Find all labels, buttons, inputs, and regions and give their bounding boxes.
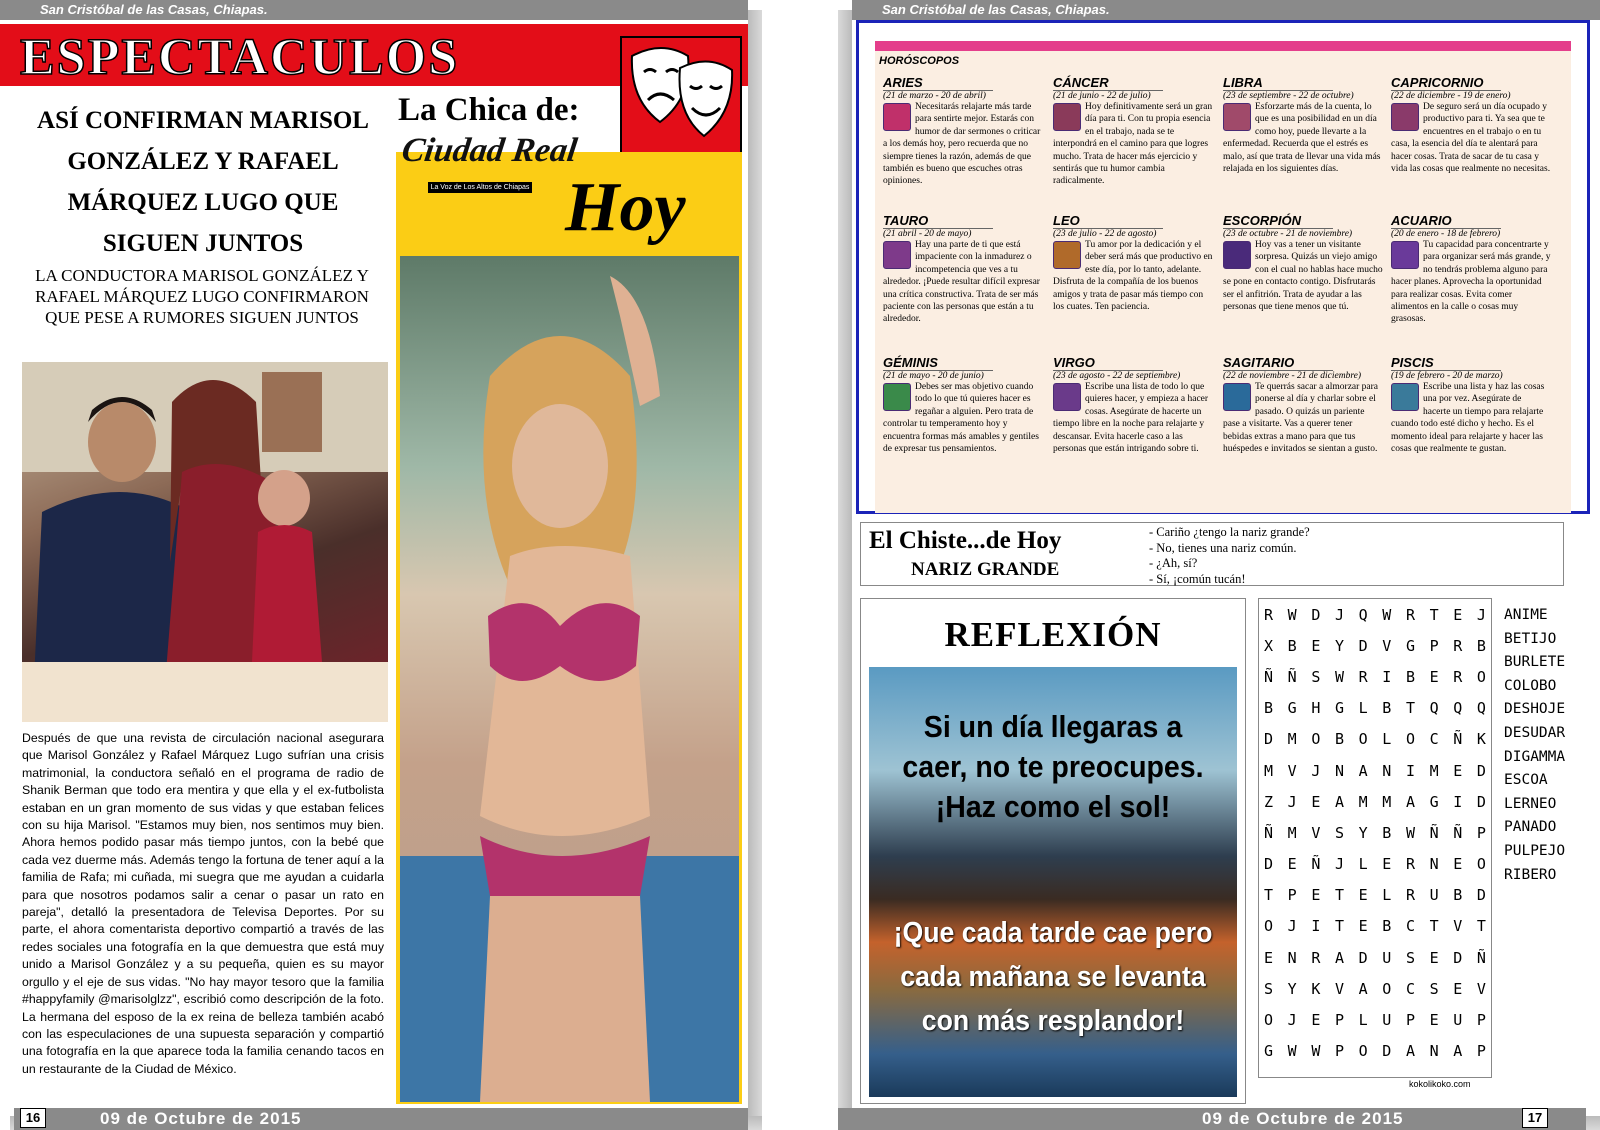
- grid-letter: O: [1476, 855, 1486, 874]
- grid-letter: N: [1382, 761, 1392, 780]
- chica-tagline: La Voz de Los Altos de Chiapas: [428, 182, 532, 193]
- horoscope-sign: [1391, 213, 1551, 326]
- reflection-line: ¡Que cada tarde cae pero: [893, 917, 1213, 949]
- grid-letter: O: [1264, 917, 1274, 936]
- grid-letter: E: [1311, 636, 1321, 655]
- grid-letter: P: [1334, 1042, 1344, 1061]
- horoscope-sign: [1223, 355, 1383, 455]
- grid-letter: W: [1405, 823, 1415, 842]
- joke-line: - Sí, ¡común tucán!: [1149, 571, 1246, 586]
- horoscope-panel: [875, 41, 1571, 513]
- grid-letter: T: [1264, 886, 1274, 905]
- reflection-line: caer, no te preocupes.: [902, 749, 1204, 784]
- grid-letter: Q: [1358, 605, 1368, 624]
- grid-letter: S: [1429, 979, 1439, 998]
- grid-row: [1259, 755, 1491, 786]
- chica-hoy: Hoy: [565, 169, 686, 246]
- joke-subtitle: NARIZ GRANDE: [911, 559, 1060, 580]
- sign-text: Hoy vas a tener un visitante sorpresa. Quizás un viejo amigo con el cual no hablas hace mucho se pone en contacto contigo. Disfrutarás ser el anfitrión. Trata de ayudar a las personas que tiene menos que tú.: [1223, 240, 1383, 313]
- grid-letter: E: [1453, 979, 1463, 998]
- grid-letter: S: [1264, 979, 1274, 998]
- grid-letter: Y: [1287, 979, 1297, 998]
- grid-letter: E: [1358, 886, 1368, 905]
- sign-dates: (21 de junio - 22 de julio): [1053, 91, 1151, 101]
- grid-letter: P: [1287, 886, 1297, 905]
- zodiac-icon: [1223, 103, 1251, 131]
- reflection-text-top: [884, 707, 1223, 827]
- grid-letter: E: [1429, 667, 1439, 686]
- grid-letter: M: [1264, 761, 1274, 780]
- page-footer: [14, 1108, 748, 1130]
- word-list-item: ANIME: [1504, 607, 1548, 623]
- grid-letter: V: [1453, 917, 1463, 936]
- word-list-item: DESHOJE: [1504, 701, 1566, 718]
- grid-letter: D: [1476, 886, 1486, 905]
- grid-letter: Ñ: [1476, 948, 1486, 967]
- article-subhead: LA CONDUCTORA MARISOL GONZÁLEZ Y RAFAEL MÁRQUEZ LUGO CONFIRMARON QUE PESE A RUMORES SIGUEN JUNTOS: [35, 266, 369, 327]
- grid-letter: B: [1287, 636, 1297, 655]
- grid-letter: V: [1476, 979, 1486, 998]
- grid-letter: O: [1476, 667, 1486, 686]
- grid-letter: L: [1358, 1011, 1368, 1030]
- page-footer: [838, 1108, 1586, 1130]
- horoscope-sign: [1223, 213, 1383, 313]
- grid-letter: W: [1334, 667, 1344, 686]
- word-list-item: ESCOA: [1504, 772, 1548, 789]
- grid-letter: J: [1334, 855, 1344, 874]
- grid-letter: T: [1429, 605, 1439, 624]
- reflection-line: cada mañana se levanta: [900, 961, 1206, 993]
- sign-text: Debes ser mas objetivo cuando todo lo que tú quieres hacer es regañar a alguien. Pero trata de controlar tu temperamento hoy y encuentra formas más amables y gentiles de expresar tus pensamientos.: [883, 382, 1039, 455]
- sign-text: Hay una parte de ti que está impaciente con la inmadurez o incompetencia que ves a tu alrededor. ¡Puede resultar difícil expresar una crítica constructiva. Trata de ser más paciente con las personas que están a tu alrededor.: [883, 240, 1040, 325]
- grid-letter: O: [1382, 979, 1392, 998]
- horoscope-sign: [1391, 355, 1551, 455]
- zodiac-icon: [883, 383, 911, 411]
- grid-letter: D: [1264, 855, 1274, 874]
- grid-letter: E: [1358, 917, 1368, 936]
- grid-letter: W: [1287, 1042, 1297, 1061]
- grid-letter: E: [1382, 855, 1392, 874]
- sign-text: Esforzarte más de la cuenta, lo que es una posibilidad en un día como hoy, puede llevarte a la enfermedad. Recuerda que el estrés es malo, así que trata de llevar una vida más relajada en los siguientes días.: [1223, 102, 1381, 175]
- grid-letter: P: [1405, 1011, 1415, 1030]
- sign-dates: (23 de septiembre - 22 de octubre): [1223, 91, 1354, 101]
- grid-letter: B: [1382, 823, 1392, 842]
- grid-letter: P: [1429, 636, 1439, 655]
- grid-letter: N: [1287, 948, 1297, 967]
- reflection-line: ¡Haz como el sol!: [935, 789, 1171, 824]
- grid-letter: M: [1429, 761, 1439, 780]
- grid-letter: M: [1287, 730, 1297, 749]
- grid-letter: C: [1405, 917, 1415, 936]
- grid-letter: B: [1264, 699, 1274, 718]
- grid-letter: A: [1358, 979, 1368, 998]
- grid-letter: O: [1264, 1011, 1274, 1030]
- grid-letter: P: [1476, 823, 1486, 842]
- grid-row: [1259, 1036, 1491, 1067]
- page-edge: [838, 10, 852, 1116]
- sign-name: GÉMINIS: [883, 355, 993, 371]
- grid-letter: L: [1358, 855, 1368, 874]
- reflection-box: [860, 598, 1246, 1104]
- grid-row: [1259, 786, 1491, 817]
- sign-text: Necesitarás relajarte más tarde para sentirte mejor. Estarás con humor de dar sermones o criticar a los demás hoy, pero recuerda que no siempre tienes la razón, además de que también es bueno que escuches otras opiniones.: [883, 102, 1041, 187]
- grid-letter: W: [1382, 605, 1392, 624]
- sign-name: TAURO: [883, 213, 993, 229]
- grid-letter: J: [1287, 792, 1297, 811]
- grid-letter: Y: [1358, 823, 1368, 842]
- sign-text: Escribe una lista y haz las cosas una por vez. Asegúrate de hacerte un tiempo para relajarte cuando todo esté dicho y hecho. Es el momento ideal para relajarte y hacer las cosas que realmente te gustan.: [1391, 382, 1545, 455]
- horoscope-sign: [883, 213, 1043, 326]
- joke-line: - Cariño ¿tengo la nariz grande?: [1149, 525, 1310, 539]
- word-list-item: BURLETE: [1504, 654, 1566, 671]
- grid-letter: S: [1334, 823, 1344, 842]
- word-search-grid: [1258, 598, 1492, 1078]
- zodiac-icon: [1391, 241, 1419, 269]
- grid-letter: I: [1405, 761, 1415, 780]
- reflection-line: con más resplandor!: [921, 1005, 1185, 1037]
- sign-name: SAGITARIO: [1223, 355, 1333, 371]
- grid-letter: E: [1453, 761, 1463, 780]
- sign-text: De seguro será un día ocupado y productivo para ti. Ya sea que te encuentres en el trabajo o en tu casa, la esencia del día te alentará para hacer cosas. Trata de sacar de tu casa y vida las cosas que realmente no necesitas.: [1391, 102, 1551, 175]
- grid-letter: T: [1476, 917, 1486, 936]
- sign-dates: (21 abril - 20 de mayo): [883, 229, 972, 239]
- horoscope-sign: [1053, 213, 1213, 313]
- grid-row: [1259, 942, 1491, 973]
- grid-letter: U: [1453, 1011, 1463, 1030]
- sign-name: ESCORPIÓN: [1223, 213, 1333, 229]
- chica-title: La Chica de:: [398, 92, 580, 128]
- grid-letter: D: [1382, 1042, 1392, 1061]
- grid-letter: R: [1264, 605, 1274, 624]
- grid-letter: E: [1311, 886, 1321, 905]
- zodiac-icon: [1391, 383, 1419, 411]
- grid-letter: V: [1287, 761, 1297, 780]
- grid-letter: Ñ: [1264, 667, 1274, 686]
- grid-letter: G: [1287, 699, 1297, 718]
- footer-date: 09 de Octubre de 2015: [100, 1109, 302, 1128]
- grid-letter: R: [1405, 605, 1415, 624]
- sign-name: CÁNCER: [1053, 75, 1163, 91]
- grid-letter: V: [1311, 823, 1321, 842]
- zodiac-icon: [1223, 241, 1251, 269]
- location-header: San Cristóbal de las Casas, Chiapas.: [0, 0, 748, 20]
- zodiac-icon: [883, 241, 911, 269]
- zodiac-icon: [1053, 103, 1081, 131]
- grid-row: [1259, 724, 1491, 755]
- grid-letter: T: [1405, 699, 1415, 718]
- grid-letter: D: [1476, 792, 1486, 811]
- article-body: Después de que una revista de circulación nacional asegurara que Marisol González y Rafael Márquez Lugo sufrían una crisis matrimonial, la conductora señaló en el programa de radio de Shanik Berman que todo era mentira y que ella y el ex-futbolista estaban en un gran momento de sus vidas y que estaban felices con su hija Marisol. "Estamos muy bien, nos sentimos muy bien. Ahora hemos podido pasar más tiempo juntos, con la bebé que cada vez duerme más. Además tengo la fortuna de tener aquí a la familia de Rafa; mi cuñada, mi suegra que me ayudan a cuidarla para que nosotros podamos salir a cenar o pasar un rato en pareja", detalló la presentadora de Televisa Deportes. Por su parte, el ahora comentarista deportivo compartió a través de las redes sociales una fotografía en la que demuestra que está muy unido a Marisol González y a su pequeña, quien es su mayor orgullo y el eje de sus vidas. "No hay mayor tesoro que la familia #happyfamily @marisolglzz", escribió como descripción de la foto. La hermana del esposo de la ex reina de belleza también acabó con las especulaciones de una supuesta separación y compartió una fotografía en la que aparece toda la familia cenando tacos en un restaurante de la Ciudad de México.: [22, 731, 384, 1076]
- grid-letter: M: [1287, 823, 1297, 842]
- horoscope-box: [856, 20, 1590, 514]
- sign-text: Escribe una lista de todo lo que quieres hacer, y empieza a hacer cosas. Asegúrate de hacerte un tiempo libre en la noche para relajarte y descansar. Evita hacerle caso a las personas que están intrigando sobre ti.: [1053, 382, 1209, 455]
- grid-letter: G: [1405, 636, 1415, 655]
- page-number: 16: [20, 1108, 46, 1128]
- word-list-item: DESUDAR: [1504, 724, 1566, 741]
- grid-letter: J: [1287, 1011, 1297, 1030]
- grid-letter: B: [1382, 917, 1392, 936]
- right-page: [838, 0, 1600, 1130]
- word-list-item: DIGAMMA: [1504, 748, 1566, 765]
- grid-letter: E: [1287, 855, 1297, 874]
- grid-row: [1259, 599, 1491, 630]
- sign-name: VIRGO: [1053, 355, 1163, 371]
- grid-letter: Y: [1334, 636, 1344, 655]
- grid-letter: A: [1405, 1042, 1415, 1061]
- zodiac-icon: [1053, 383, 1081, 411]
- grid-letter: E: [1429, 948, 1439, 967]
- grid-letter: D: [1476, 761, 1486, 780]
- grid-row: [1259, 630, 1491, 661]
- word-list-item: COLOBO: [1504, 677, 1557, 694]
- sign-dates: (22 de noviembre - 21 de diciembre): [1223, 371, 1362, 381]
- grid-letter: Ñ: [1287, 667, 1297, 686]
- grid-letter: R: [1405, 855, 1415, 874]
- grid-letter: U: [1382, 1011, 1392, 1030]
- page-number: 17: [1522, 1108, 1548, 1128]
- sign-dates: (23 de julio - 22 de agosto): [1053, 229, 1157, 239]
- word-list-item: LERNEO: [1504, 795, 1557, 812]
- grid-letter: J: [1334, 605, 1344, 624]
- credit: kokolikoko.com: [1409, 1079, 1471, 1089]
- grid-letter: S: [1311, 667, 1321, 686]
- grid-letter: K: [1476, 730, 1486, 749]
- grid-letter: L: [1358, 699, 1368, 718]
- grid-letter: O: [1311, 730, 1321, 749]
- grid-letter: A: [1334, 948, 1344, 967]
- grid-letter: P: [1476, 1011, 1486, 1030]
- sign-text: Te querrás sacar a almorzar para ponerse al día y charlar sobre el pasado. O quizás un pariente pase a visitarte. Vas a querer tener bebidas extras a mano para que tus huéspedes e invitados se sientan a gusto.: [1223, 382, 1379, 455]
- word-list-item: RIBERO: [1504, 866, 1557, 883]
- grid-letter: O: [1358, 730, 1368, 749]
- sign-dates: (19 de febrero - 20 de marzo): [1391, 371, 1503, 381]
- grid-letter: C: [1405, 979, 1415, 998]
- grid-letter: Ñ: [1311, 855, 1321, 874]
- location-header: San Cristóbal de las Casas, Chiapas.: [852, 0, 1600, 20]
- chica-brand: Ciudad Real: [399, 132, 580, 169]
- grid-row: [1259, 817, 1491, 848]
- grid-letter: Ñ: [1453, 823, 1463, 842]
- grid-letter: B: [1334, 730, 1344, 749]
- grid-letter: Ñ: [1264, 823, 1274, 842]
- joke-line: - ¿Ah, sí?: [1149, 556, 1198, 570]
- grid-letter: R: [1311, 948, 1321, 967]
- grid-letter: R: [1453, 636, 1463, 655]
- section-title: ESPECTACULOS: [20, 29, 460, 86]
- grid-letter: T: [1429, 917, 1439, 936]
- grid-letter: V: [1334, 979, 1344, 998]
- grid-letter: E: [1264, 948, 1274, 967]
- grid-letter: J: [1476, 605, 1486, 624]
- reflection-line: Si un día llegaras a: [923, 709, 1183, 744]
- grid-letter: N: [1429, 855, 1439, 874]
- grid-letter: R: [1358, 667, 1368, 686]
- horoscope-sign: [1053, 355, 1213, 455]
- horoscope-sign: [883, 75, 1043, 188]
- grid-letter: X: [1264, 636, 1274, 655]
- article-headline: ASÍ CONFIRMAN MARISOL GONZÁLEZ Y RAFAEL MÁRQUEZ LUGO QUE SIGUEN JUNTOS: [37, 107, 369, 257]
- sign-dates: (23 de octubre - 21 de noviembre): [1223, 229, 1353, 239]
- grid-letter: A: [1453, 1042, 1463, 1061]
- grid-letter: A: [1358, 761, 1368, 780]
- zodiac-icon: [883, 103, 911, 131]
- grid-letter: T: [1334, 886, 1344, 905]
- sign-name: CAPRICORNIO: [1391, 75, 1501, 91]
- word-list: [1504, 604, 1565, 887]
- grid-letter: L: [1382, 886, 1392, 905]
- grid-letter: U: [1382, 948, 1392, 967]
- sign-dates: (22 de diciembre - 19 de enero): [1391, 91, 1511, 101]
- zodiac-icon: [1223, 383, 1251, 411]
- grid-letter: W: [1311, 1042, 1321, 1061]
- sign-dates: (21 de mayo - 20 de junio): [883, 371, 984, 381]
- grid-letter: S: [1405, 948, 1415, 967]
- grid-row: [1259, 911, 1491, 942]
- grid-letter: Q: [1476, 699, 1486, 718]
- grid-letter: E: [1453, 605, 1463, 624]
- grid-letter: B: [1453, 886, 1463, 905]
- grid-letter: N: [1429, 1042, 1439, 1061]
- word-list-item: PANADO: [1504, 819, 1557, 836]
- grid-row: [1259, 849, 1491, 880]
- grid-letter: B: [1476, 636, 1486, 655]
- grid-row: [1259, 1004, 1491, 1035]
- theater-masks-icon: [620, 36, 742, 156]
- page-edge: [748, 10, 762, 1116]
- family-photo: [22, 362, 388, 722]
- grid-letter: M: [1358, 792, 1368, 811]
- grid-letter: J: [1287, 917, 1297, 936]
- grid-letter: Ñ: [1453, 730, 1463, 749]
- joke-title: El Chiste...de Hoy: [869, 527, 1062, 554]
- grid-letter: P: [1476, 1042, 1486, 1061]
- grid-letter: V: [1382, 636, 1392, 655]
- grid-letter: R: [1453, 667, 1463, 686]
- grid-letter: J: [1311, 761, 1321, 780]
- grid-letter: G: [1264, 1042, 1274, 1061]
- grid-letter: I: [1311, 917, 1321, 936]
- left-page: [0, 0, 762, 1130]
- grid-letter: D: [1358, 948, 1368, 967]
- grid-letter: E: [1311, 1011, 1321, 1030]
- grid-letter: I: [1453, 792, 1463, 811]
- grid-letter: R: [1405, 886, 1415, 905]
- grid-letter: B: [1382, 699, 1392, 718]
- zodiac-icon: [1391, 103, 1419, 131]
- grid-letter: U: [1429, 886, 1439, 905]
- grid-row: [1259, 880, 1491, 911]
- grid-letter: K: [1311, 979, 1321, 998]
- zodiac-icon: [1053, 241, 1081, 269]
- joke-box: [860, 522, 1564, 586]
- horoscope-sign: [883, 355, 1043, 455]
- grid-letter: D: [1311, 605, 1321, 624]
- horoscope-sign: [1053, 75, 1213, 188]
- grid-letter: O: [1405, 730, 1415, 749]
- grid-letter: G: [1429, 792, 1439, 811]
- word-list-item: PULPEJO: [1504, 842, 1566, 859]
- horoscope-sign: [1223, 75, 1383, 175]
- footer-date: 09 de Octubre de 2015: [1202, 1109, 1404, 1128]
- grid-row: [1259, 973, 1491, 1004]
- grid-letter: Q: [1429, 699, 1439, 718]
- grid-letter: D: [1453, 948, 1463, 967]
- sign-name: LEO: [1053, 213, 1163, 229]
- word-list-item: BETIJO: [1504, 630, 1557, 647]
- sign-name: LIBRA: [1223, 75, 1333, 91]
- grid-letter: B: [1405, 667, 1415, 686]
- grid-letter: I: [1382, 667, 1392, 686]
- sign-name: ACUARIO: [1391, 213, 1501, 229]
- sign-name: PISCIS: [1391, 355, 1501, 371]
- sign-dates: (23 de agosto - 22 de septiembre): [1053, 371, 1181, 381]
- joke-lines: [1149, 525, 1310, 587]
- joke-line: - No, tienes una nariz común.: [1149, 540, 1297, 555]
- sign-text: Hoy definitivamente será un gran día para ti. Con tu propia esencia en el trabajo, nada se te interpondrá en el camino para que logres mucho. Trata de hacer más ejercicio y sentirás que tu humor cambia radicalmente.: [1053, 102, 1213, 187]
- sign-text: Tu capacidad para concentrarte y para organizar será más grande, y no tendrás problema alguno para hacer planes. Aprovecha la oportunidad para realizar cosas. Evita comer alimentos en la calle o cosas muy grasosas.: [1391, 240, 1551, 325]
- sign-dates: (20 de enero - 18 de febrero): [1391, 229, 1501, 239]
- grid-letter: A: [1405, 792, 1415, 811]
- reflection-text-bottom: [884, 911, 1223, 1043]
- grid-letter: E: [1453, 855, 1463, 874]
- grid-letter: Z: [1264, 792, 1274, 811]
- grid-letter: Ñ: [1429, 823, 1439, 842]
- grid-letter: T: [1334, 917, 1344, 936]
- grid-letter: W: [1287, 605, 1297, 624]
- grid-letter: E: [1429, 1011, 1439, 1030]
- grid-letter: E: [1311, 792, 1321, 811]
- grid-letter: D: [1358, 636, 1368, 655]
- grid-letter: G: [1334, 699, 1344, 718]
- grid-row: [1259, 661, 1491, 692]
- grid-letter: P: [1334, 1011, 1344, 1030]
- grid-letter: O: [1358, 1042, 1368, 1061]
- horoscope-sign: [1391, 75, 1551, 175]
- sign-text: Tu amor por la dedicación y el deber será más que productivo en este día, por lo tanto, adelante. Disfruta de la compañía de los buenos amigos y trata de pasar más tiempo con los cuates. Ten paciencia.: [1053, 240, 1213, 313]
- grid-letter: C: [1429, 730, 1439, 749]
- grid-letter: H: [1311, 699, 1321, 718]
- grid-letter: M: [1382, 792, 1392, 811]
- grid-letter: L: [1382, 730, 1392, 749]
- sign-name: ARIES: [883, 75, 993, 91]
- grid-letter: Q: [1453, 699, 1463, 718]
- horoscope-label: HORÓSCOPOS: [879, 55, 960, 67]
- grid-letter: N: [1334, 761, 1344, 780]
- grid-letter: D: [1264, 730, 1274, 749]
- model-photo: [400, 256, 739, 1102]
- grid-row: [1259, 693, 1491, 724]
- grid-letter: A: [1334, 792, 1344, 811]
- reflection-title: REFLEXIÓN: [944, 615, 1162, 654]
- sunset-image: [869, 667, 1237, 1097]
- horoscope-bar: [875, 41, 1571, 51]
- sign-dates: (21 de marzo - 20 de abril): [883, 91, 986, 101]
